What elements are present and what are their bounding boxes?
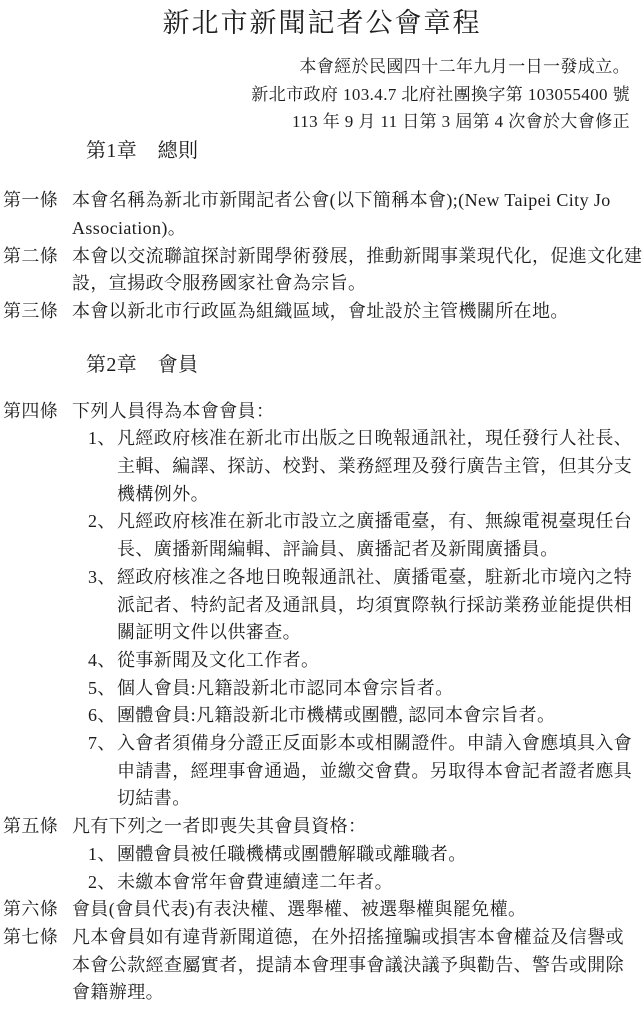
item-number: 1、: [88, 843, 116, 864]
text-line: 派記者、特約記者及通訊員，均須實際執行採訪業務並能提供相: [117, 594, 633, 615]
text-line: 未繳本會常年會費連續達二年者。: [117, 871, 393, 892]
government-approval-note: 新北市政府 103.4.7 北府社團換字第 103055400 號: [251, 84, 630, 104]
chapter-2-articles: [0, 398, 644, 1007]
founding-note: 本會經於民國四十二年九月一日一發成立。: [299, 57, 630, 76]
text-line: 入會者須備身分證正反面影本或相關證件。申請入會應填具入會: [117, 733, 633, 754]
article-6-body: [72, 896, 644, 924]
article-1-label: 第一條: [3, 190, 59, 211]
article-6-label: 第六條: [3, 899, 59, 920]
article-1: [0, 187, 644, 242]
article-3: [0, 298, 644, 326]
text-line: 個人會員:凡籍設新北市認同本會宗旨者。: [117, 677, 454, 698]
document-title: 新北市新聞記者公會章程: [162, 8, 482, 38]
text-line: 本會名稱為新北市新聞記者公會(以下簡稱本會);(New Taipei City Jo: [72, 190, 611, 211]
item-number: 1、: [88, 428, 116, 449]
text-line: 本會公款經查屬實者，提請本會理事會議決議予與勸告、警告或開除: [72, 954, 624, 975]
item-number: 3、: [88, 566, 116, 587]
text-line: 會員(會員代表)有表決權、選舉權、被選舉權與罷免權。: [72, 899, 527, 920]
text-line: 團體會員被任職機構或團體解職或離職者。: [117, 843, 467, 864]
article-4-intro: 下列人員得為本會會員：: [72, 400, 275, 421]
text-line: Association)。: [72, 217, 187, 238]
item-text: [117, 869, 644, 897]
item-text: [117, 564, 644, 647]
text-line: 凡本會員如有違背新聞道德，在外招搖撞騙或損害本會權益及信譽或: [72, 926, 624, 947]
item-number: 7、: [88, 733, 116, 754]
text-line: 凡經政府核准在新北市出版之日晚報通訊社，現任發行人社長、: [117, 428, 633, 449]
article-4: [0, 398, 644, 426]
article-3-body: [72, 298, 644, 326]
article-3-label: 第三條: [3, 300, 59, 321]
article-4-item-7: [0, 730, 644, 813]
article-4-item-6: [0, 702, 644, 730]
text-line: 設，宣揚政令服務國家社會為宗旨。: [72, 273, 367, 294]
article-2: [0, 243, 644, 298]
item-number: 4、: [88, 649, 116, 670]
text-line: 切結書。: [117, 788, 191, 809]
article-5-item-2: [0, 869, 644, 897]
article-2-label: 第二條: [3, 245, 59, 266]
article-5-body: [72, 813, 644, 841]
text-line: 機構例外。: [117, 483, 209, 504]
article-7-body: [72, 924, 644, 1007]
article-4-item-2: [0, 508, 644, 563]
article-7-label: 第七條: [3, 926, 59, 947]
item-number: 5、: [88, 677, 116, 698]
article-1-body: [72, 187, 644, 242]
text-line: 關証明文件以供審查。: [117, 622, 301, 643]
text-line: 團體會員:凡籍設新北市機構或團體, 認同本會宗旨者。: [117, 705, 556, 726]
article-4-item-4: [0, 647, 644, 675]
item-text: [117, 841, 644, 869]
chapter-2-heading: 第2章 會員: [86, 353, 199, 376]
article-4-label: 第四條: [3, 400, 59, 421]
article-5-item-1: [0, 841, 644, 869]
item-text: [117, 702, 644, 730]
item-number: 6、: [88, 705, 116, 726]
item-text: [117, 647, 644, 675]
text-line: 本會以交流聯誼探討新聞學術發展，推動新聞事業現代化，促進文化建: [72, 245, 643, 266]
text-line: 經政府核准之各地日晚報通訊社、廣播電臺，駐新北市境內之特: [117, 566, 633, 587]
text-line: 會籍辦理。: [72, 982, 164, 1003]
item-text: [117, 675, 644, 703]
text-line: 長、廣播新聞編輯、評論員、廣播記者及新聞廣播員。: [117, 539, 559, 560]
chapter-1-articles: [0, 187, 644, 326]
item-number: 2、: [88, 871, 116, 892]
item-number: 2、: [88, 511, 116, 532]
article-4-item-5: [0, 675, 644, 703]
chapter-1-heading: 第1章 總則: [86, 140, 199, 163]
article-2-body: [72, 243, 644, 298]
header-notes: [0, 53, 644, 136]
item-text: [117, 425, 644, 508]
article-4-body: [72, 398, 644, 426]
article-5-intro: 凡有下列之一者即喪失其會員資格：: [72, 816, 367, 837]
article-5: [0, 813, 644, 841]
amendment-note: 113 年 9 月 11 日第 3 屆第 4 次會於大會修正: [292, 112, 630, 132]
article-4-item-3: [0, 564, 644, 647]
item-text: [117, 508, 644, 563]
article-7: [0, 924, 644, 1007]
text-line: 本會以新北市行政區為組織區域，會址設於主管機關所在地。: [72, 300, 569, 321]
text-line: 主輯、編譯、探訪、校對、業務經理及發行廣告主管，但其分支: [117, 456, 633, 477]
text-line: 從事新聞及文化工作者。: [117, 649, 320, 670]
article-4-item-1: [0, 425, 644, 508]
article-6: [0, 896, 644, 924]
article-5-label: 第五條: [3, 816, 59, 837]
text-line: 凡經政府核准在新北市設立之廣播電臺，有、無線電視臺現任台: [117, 511, 633, 532]
item-text: [117, 730, 644, 813]
text-line: 申請書，經理事會通過，並繳交會費。另取得本會記者證者應具: [117, 760, 633, 781]
